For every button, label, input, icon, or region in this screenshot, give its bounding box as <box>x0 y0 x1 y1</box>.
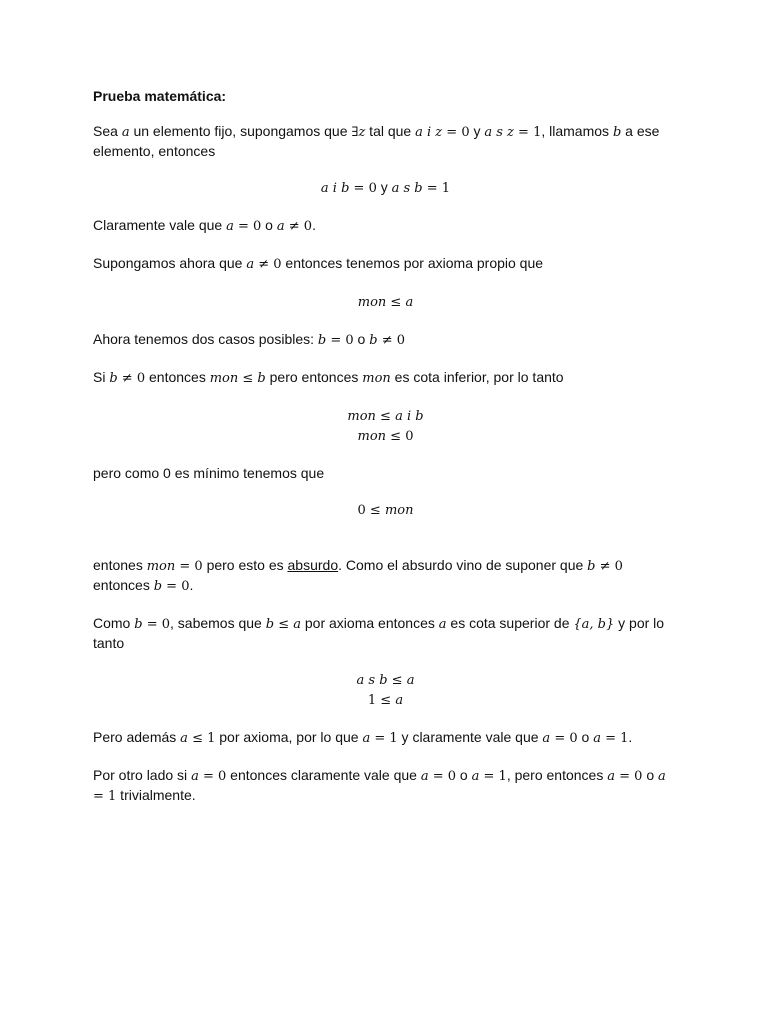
math: a <box>395 693 404 708</box>
math: mon <box>146 559 176 574</box>
math: = 0 <box>349 181 377 196</box>
equation-2 <box>93 292 678 312</box>
text: trivialmente. <box>116 787 196 803</box>
text: es cota superior de <box>446 615 574 631</box>
math: = 0 <box>198 769 227 784</box>
math: = 1 <box>513 125 542 140</box>
math: a <box>293 617 301 632</box>
text: , sabemos que <box>170 615 266 631</box>
text: . <box>312 217 316 233</box>
equation-5-line-1 <box>93 670 678 690</box>
math: ∃z <box>351 125 366 140</box>
text: Ahora tenemos dos casos posibles: <box>93 331 318 347</box>
math: = 0 <box>442 125 470 140</box>
paragraph-8 <box>93 614 678 652</box>
math: a <box>438 617 447 632</box>
math: = 0 <box>142 617 170 632</box>
math: mon <box>357 429 387 444</box>
text: Pero además <box>93 729 181 745</box>
text: entonces <box>145 369 210 385</box>
text: Por otro lado si <box>93 767 192 783</box>
math: = 0 <box>175 559 203 574</box>
math: ≠ 0 <box>117 371 146 386</box>
math: mon <box>384 503 414 518</box>
math: a <box>593 731 601 746</box>
paragraph-3 <box>93 254 678 274</box>
math: ≠ 0 <box>377 333 406 348</box>
document-title: Prueba matemática: <box>93 88 227 104</box>
math: ≤ <box>238 371 258 386</box>
math: a i b <box>395 409 424 424</box>
math: = 0 <box>233 219 262 234</box>
math: = 0 <box>615 769 643 784</box>
paragraph-4 <box>93 330 678 350</box>
math: b <box>109 371 118 386</box>
math: a <box>406 673 415 688</box>
text: entonces <box>93 577 154 593</box>
text: tal que <box>365 123 416 139</box>
text: . Como el absurdo vino de suponer que <box>338 557 588 573</box>
math: ≠ 0 <box>254 257 282 272</box>
text: . <box>189 577 194 593</box>
text: entonces tenemos por axioma propio que <box>281 255 544 271</box>
text: o <box>261 217 277 233</box>
text: o <box>577 729 594 745</box>
math: a <box>420 769 429 784</box>
paragraph-intro <box>93 122 678 160</box>
text: o <box>642 767 659 783</box>
document-body <box>93 87 678 824</box>
equation-5-line-2 <box>93 690 678 710</box>
text: y claramente vale que <box>397 729 543 745</box>
paragraph-6 <box>93 464 678 482</box>
math: = 0 <box>550 731 578 746</box>
math: a <box>276 219 285 234</box>
text: y <box>376 179 392 195</box>
math: b <box>369 333 378 348</box>
paragraph-10 <box>93 766 678 806</box>
math: a <box>542 731 551 746</box>
math: a <box>246 257 255 272</box>
text: por axioma entonces <box>301 615 439 631</box>
math: a <box>405 295 414 310</box>
equation-1 <box>93 178 678 198</box>
text: pero entonces <box>265 369 363 385</box>
equation-4 <box>93 500 678 520</box>
math: a <box>180 731 188 746</box>
math: ≤ <box>375 409 396 424</box>
underlined-text: absurdo <box>287 557 339 573</box>
math: = 1 <box>370 731 398 746</box>
math: = 0 <box>326 333 354 348</box>
math: a <box>658 769 666 784</box>
math: ≤ 1 <box>187 731 216 746</box>
math: b <box>153 579 163 594</box>
paragraph-2 <box>93 216 678 236</box>
text: . <box>628 729 633 745</box>
math: b <box>265 617 275 632</box>
math: = 0 <box>428 769 457 784</box>
math: b <box>134 617 143 632</box>
math: a <box>121 125 130 140</box>
equation-3-line-2 <box>93 426 678 446</box>
math: = 1 <box>600 731 629 746</box>
math: mon <box>347 409 376 424</box>
math: a <box>362 731 371 746</box>
math: = 1 <box>479 769 507 784</box>
math: = 1 <box>422 181 451 196</box>
text: , pero entonces <box>506 767 608 783</box>
text: entones <box>93 557 147 573</box>
math: b <box>587 559 596 574</box>
math: = 0 <box>162 579 190 594</box>
math: a s z <box>484 125 514 140</box>
math: = 1 <box>93 789 117 804</box>
math: {a, b} <box>573 617 615 632</box>
math: b <box>257 371 266 386</box>
math: ≤ <box>274 617 294 632</box>
math: 1 ≤ <box>367 693 396 708</box>
text: por axioma, por lo que <box>215 729 363 745</box>
math: a i b <box>320 181 350 196</box>
math: mon <box>362 371 391 386</box>
math: a <box>471 769 480 784</box>
paragraph-9 <box>93 728 678 748</box>
text: y <box>469 123 485 139</box>
text: Supongamos ahora que <box>93 255 247 271</box>
text: es cota inferior, por lo tanto <box>390 369 564 385</box>
math: mon <box>357 295 387 310</box>
math: a i z <box>415 125 443 140</box>
math: a <box>226 219 234 234</box>
math: ≤ <box>386 295 406 310</box>
text: un elemento fijo, supongamos que <box>129 123 352 139</box>
equation-3-line-1 <box>93 406 678 426</box>
math: mon <box>209 371 239 386</box>
paragraph-7 <box>93 556 678 596</box>
math: ≤ 0 <box>386 429 414 444</box>
math: ≤ <box>387 673 407 688</box>
math: ≠ 0 <box>595 559 623 574</box>
text: pero como 0 es mínimo tenemos que <box>93 465 325 481</box>
math: a s b <box>391 181 423 196</box>
math: 0 ≤ <box>357 503 385 518</box>
math: a s b <box>356 673 388 688</box>
math: b <box>317 333 327 348</box>
equation-5 <box>93 670 678 710</box>
text: a ese elemento, entonces <box>93 123 660 159</box>
text: Como <box>93 615 135 631</box>
math: ≠ 0 <box>284 219 313 234</box>
paragraph-5 <box>93 368 678 388</box>
text: , llamamos <box>541 123 613 139</box>
math: a <box>191 769 199 784</box>
text: y por lo tanto <box>93 615 665 651</box>
text: Claramente vale que <box>93 217 227 233</box>
text: pero esto es <box>202 557 288 573</box>
math: b <box>612 125 622 140</box>
text: o <box>456 767 472 783</box>
math: a <box>607 769 615 784</box>
text: entonces claramente vale que <box>226 767 421 783</box>
text: Sea <box>93 123 122 139</box>
text: o <box>353 331 370 347</box>
text: Si <box>93 369 110 385</box>
equation-3 <box>93 406 678 446</box>
